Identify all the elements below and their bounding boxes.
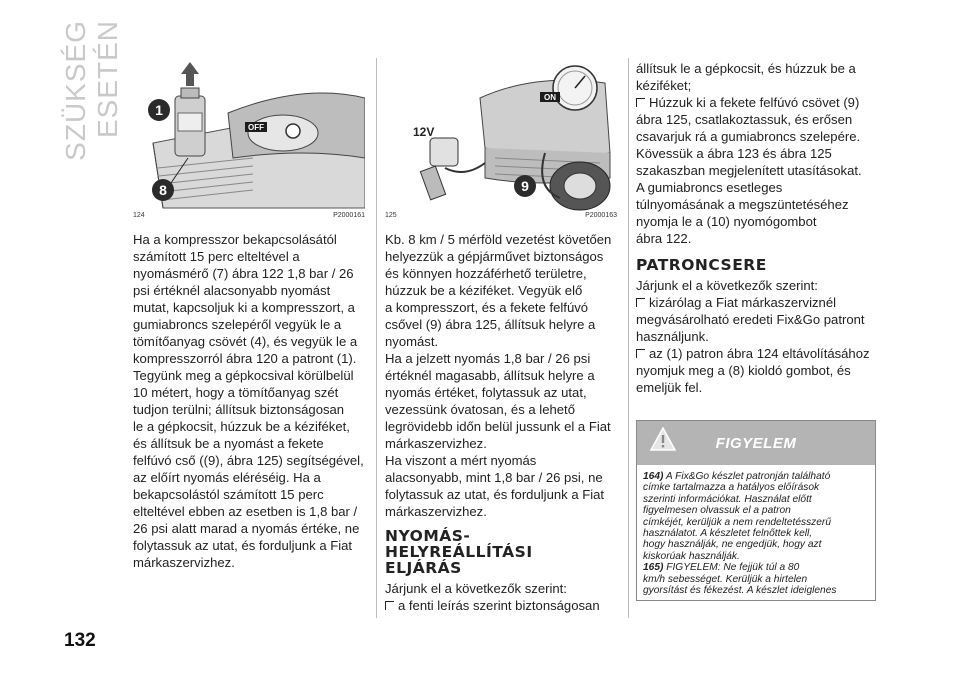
warning-item-number: 165) bbox=[643, 562, 664, 574]
off-label: OFF bbox=[248, 123, 264, 132]
bullet-icon bbox=[636, 98, 645, 107]
text-line: állítsuk le a gépkocsit, és húzzuk be a bbox=[636, 61, 856, 76]
section-heading-pressure-restore bbox=[385, 528, 617, 576]
text-line: helyezzük a gépjárművet biztonságos bbox=[385, 249, 604, 264]
col1-paragraph bbox=[133, 231, 365, 571]
text-line: márkaszervizhez. bbox=[133, 555, 235, 570]
compressor-inflation-illustration bbox=[385, 58, 617, 211]
text-line: nyomja le a (10) nyomógombot bbox=[636, 214, 817, 229]
bullet-icon bbox=[636, 349, 645, 358]
text-line: alacsonyabb, mint 1,8 bar / 26 psi, ne bbox=[385, 470, 603, 485]
text-line: használjunk. bbox=[636, 329, 709, 344]
badge-8-label: 8 bbox=[159, 182, 167, 198]
text-line: emeljük fel. bbox=[636, 380, 703, 395]
text-line: folytassuk az utat, és forduljunk a Fiat bbox=[133, 538, 353, 553]
column-1 bbox=[133, 58, 365, 571]
text-line: 26 psi alatt marad a nyomás értéke, ne bbox=[133, 521, 360, 536]
text-line: nyomást. bbox=[385, 334, 439, 349]
text-line: értéknél magasabb, állítsuk helyre a bbox=[385, 368, 595, 383]
figure-125 bbox=[385, 58, 617, 211]
warning-line bbox=[643, 562, 869, 573]
text-line: Ha a jelzett nyomás 1,8 bar / 26 psi bbox=[385, 351, 591, 366]
text-line: márkaszervizhez. bbox=[385, 504, 487, 519]
text-line: elteltével ebben az esetben is 1,8 bar / bbox=[133, 504, 358, 519]
warning-item-number: 164) bbox=[643, 471, 664, 482]
text-line: húzzuk be a kéziféket. Vegyük elő bbox=[385, 283, 583, 298]
page-number: 132 bbox=[64, 630, 96, 651]
text-line: számított 15 perc elteltével a bbox=[133, 249, 300, 264]
heading-line: NYOMÁS- bbox=[385, 527, 471, 545]
text-line: felfúvó cső ((9), ábra 125) segítségével, bbox=[133, 453, 364, 468]
column-divider-1 bbox=[376, 58, 377, 618]
warning-text: FIGYELEM: Ne fejjük túl a 80 bbox=[666, 562, 800, 574]
text-line: legrövidebb időn belül jussunk el a Fiat bbox=[385, 419, 611, 434]
text-line: le a gépkocsit, húzzuk be a kéziféket, bbox=[133, 419, 350, 434]
text-line: kéziféket; bbox=[636, 78, 692, 93]
bullet-item bbox=[636, 294, 876, 311]
figure-124-code: P2000161 bbox=[333, 212, 365, 219]
text-line: nyomásmérő (7) ábra 122 1,8 bar / 26 bbox=[133, 266, 354, 281]
warning-line: km/h sebességet. Kerüljük a hirtelen bbox=[643, 573, 808, 585]
text-line: Járjunk el a következők szerint: bbox=[385, 581, 567, 596]
bullet-text: az (1) patron ábra 124 eltávolításához bbox=[649, 346, 870, 361]
text-line: tömítőanyag csövét (4), és vegyük le a bbox=[133, 334, 358, 349]
warning-line bbox=[643, 471, 869, 482]
text-line: vezessünk óvatosan, és a lehető bbox=[385, 402, 575, 417]
warning-text: A Fix&Go készlet patronján található bbox=[665, 471, 831, 482]
text-line: kompresszorról ábra 120 a patront (1). bbox=[133, 351, 357, 366]
text-line: 10 métert, hogy a tömítőanyag szét bbox=[133, 385, 339, 400]
text-line: Tegyünk meg a gépkocsival körülbelül bbox=[133, 368, 354, 383]
compressor-cartridge-illustration bbox=[133, 58, 365, 211]
text-line: psi értéknél alacsonyabb nyomást bbox=[133, 283, 331, 298]
text-line: csővel (9) ábra 125, állítsuk helyre a bbox=[385, 317, 596, 332]
heading-line: HELYREÁLLÍTÁSI bbox=[385, 543, 533, 561]
text-line: túlnyomásának a megszüntetéséhez bbox=[636, 197, 849, 212]
badge-9-label: 9 bbox=[521, 178, 529, 194]
text-line: tudjon terülni; állítsuk biztonságosan bbox=[133, 402, 345, 417]
bullet-item bbox=[636, 94, 876, 111]
text-line: Ha viszont a mért nyomás bbox=[385, 453, 537, 468]
text-line: az előírt nyomás eléréséig. Ha a bbox=[133, 470, 321, 485]
warning-line: gyorsítást és fékezést. A készlet ideiglenes bbox=[643, 585, 837, 597]
text-line: csavarjuk rá a gumiabroncs szelepére. bbox=[636, 129, 861, 144]
text-line: mutat, kapcsoljuk ki a kompresszort, a bbox=[133, 300, 355, 315]
col3-text bbox=[636, 60, 876, 396]
figure-124-number: 124 bbox=[133, 212, 145, 219]
figure-125-code: P2000163 bbox=[585, 212, 617, 219]
warning-body bbox=[637, 465, 875, 600]
text-line: szakaszban megjelenített utasításokat. bbox=[636, 163, 862, 178]
text-line: folytassuk az utat, és forduljunk a Fiat bbox=[385, 487, 605, 502]
warning-line: szerinti információkat. Használat előtt bbox=[643, 493, 812, 505]
on-label: ON bbox=[544, 93, 556, 102]
warning-header bbox=[637, 421, 875, 465]
figure-125-number: 125 bbox=[385, 212, 397, 219]
column-2 bbox=[385, 58, 617, 614]
bullet-text: Húzzuk ki a fekete felfúvó csövet (9) bbox=[649, 95, 860, 110]
text-line: a kompresszort, és a fekete felfúvó bbox=[385, 300, 589, 315]
warning-box bbox=[636, 420, 876, 601]
text-line: ábra 122. bbox=[636, 231, 692, 246]
text-line: Járjunk el a következők szerint: bbox=[636, 278, 818, 293]
chapter-side-title bbox=[60, 20, 130, 280]
text-line: nyomjuk meg a (8) kioldó gombot, és bbox=[636, 363, 851, 378]
warning-line: hogy használják, ne engedjük, hogy azt bbox=[643, 539, 822, 551]
warning-title: FIGYELEM bbox=[715, 435, 797, 452]
chapter-side-title-text: SZÜKSÉG ESETÉN bbox=[60, 20, 123, 161]
text-line: Kövessük a ábra 123 és ábra 125 bbox=[636, 146, 832, 161]
text-line: Kb. 8 km / 5 mérföld vezetést követően bbox=[385, 232, 612, 247]
warning-line: címkéjét, kerüljük a nem rendeltetésszerű bbox=[643, 516, 831, 528]
section-heading-cartridge: PATRONCSERE bbox=[636, 256, 767, 274]
bullet-icon bbox=[385, 601, 394, 610]
figure-124 bbox=[133, 58, 365, 211]
text-line: Ha a kompresszor bekapcsolásától bbox=[133, 232, 337, 247]
column-divider-2 bbox=[628, 58, 629, 618]
column-3 bbox=[636, 60, 876, 601]
text-line: A gumiabroncs esetleges bbox=[636, 180, 783, 195]
bullet-text: kizárólag a Fiat márkaszerviznél bbox=[649, 295, 837, 310]
text-line: nyomás értéket, folytassuk az utat, bbox=[385, 385, 587, 400]
text-line: és állítsuk be a nyomást a fekete bbox=[133, 436, 324, 451]
text-line: gumiabroncs szelepéről vegyük le a bbox=[133, 317, 342, 332]
12v-label: 12V bbox=[413, 125, 435, 139]
col2-text bbox=[385, 231, 617, 614]
bullet-text: a fenti leírás szerint biztonságosan bbox=[398, 598, 600, 613]
text-line: bekapcsolástól számított 15 perc bbox=[133, 487, 324, 502]
bullet-item bbox=[385, 597, 617, 614]
text-line: és könnyen hozzáférhető területre, bbox=[385, 266, 587, 281]
heading-line: ELJÁRÁS bbox=[385, 559, 462, 577]
bullet-item bbox=[636, 345, 876, 362]
warning-line: kiskorúak használják. bbox=[643, 550, 740, 562]
bullet-icon bbox=[636, 298, 645, 307]
warning-line: címke tartalmazza a hatályos előírások bbox=[643, 482, 820, 494]
warning-line: használatot. A készletet felnőttek kell, bbox=[643, 528, 813, 540]
figure-124-caption bbox=[133, 212, 365, 219]
badge-1-label: 1 bbox=[155, 102, 163, 118]
text-line: megvásárolható eredeti Fix&Go patront bbox=[636, 312, 865, 327]
warning-line: figyelmesen olvassuk el a patron bbox=[643, 505, 791, 517]
figure-125-caption bbox=[385, 212, 617, 219]
text-line: márkaszervizhez. bbox=[385, 436, 487, 451]
text-line: ábra 125, csatlakoztassuk, és erősen bbox=[636, 112, 853, 127]
